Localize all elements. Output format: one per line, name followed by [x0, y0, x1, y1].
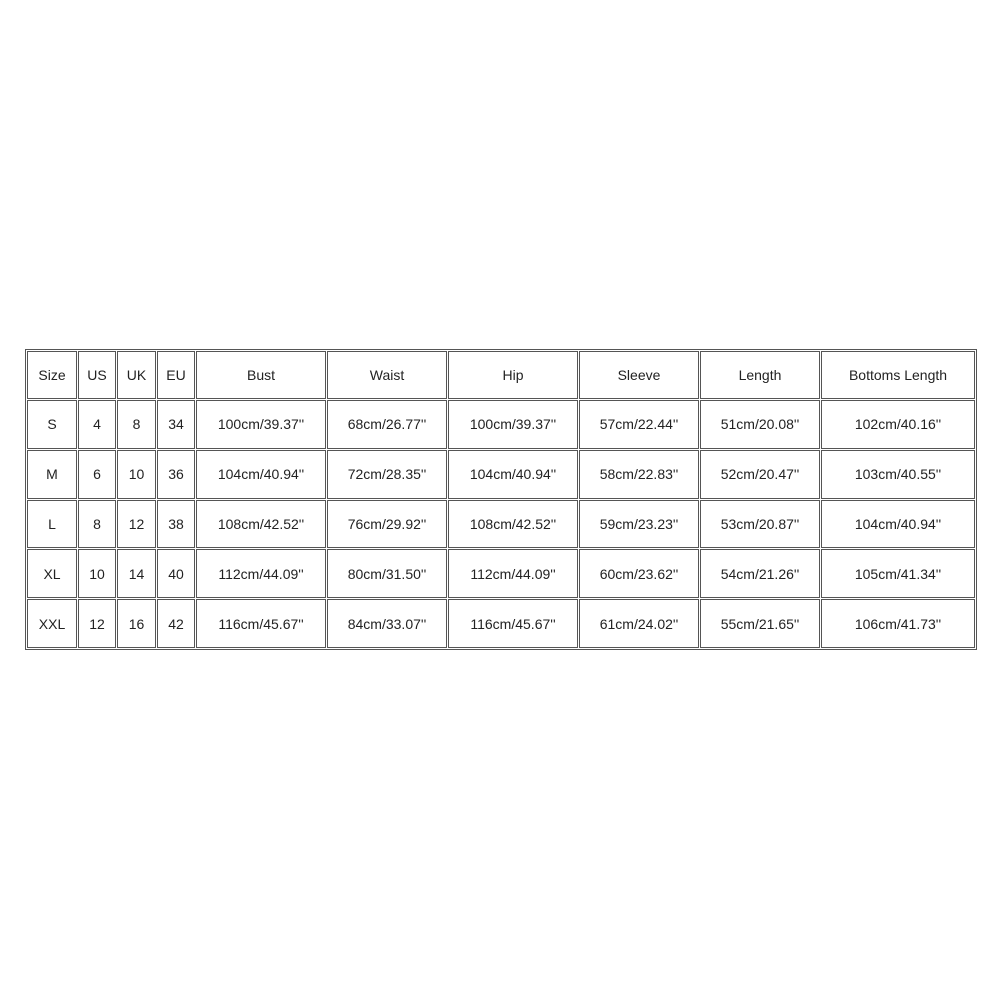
- cell-bottoms-length: 106cm/41.73'': [821, 599, 975, 648]
- cell-bust: 108cm/42.52'': [196, 500, 326, 549]
- cell-eu: 40: [157, 549, 195, 598]
- cell-bust: 112cm/44.09'': [196, 549, 326, 598]
- cell-waist: 68cm/26.77'': [327, 400, 447, 449]
- cell-uk: 14: [117, 549, 156, 598]
- cell-hip: 100cm/39.37'': [448, 400, 578, 449]
- size-chart-table: [25, 349, 977, 650]
- header-sleeve: Sleeve: [579, 351, 699, 399]
- cell-length: 51cm/20.08'': [700, 400, 820, 449]
- cell-size: XXL: [27, 599, 77, 648]
- table-row: [27, 450, 975, 499]
- cell-us: 10: [78, 549, 116, 598]
- cell-bust: 104cm/40.94'': [196, 450, 326, 499]
- cell-sleeve: 59cm/23.23'': [579, 500, 699, 549]
- cell-length: 55cm/21.65'': [700, 599, 820, 648]
- cell-size: M: [27, 450, 77, 499]
- header-row: [27, 351, 975, 399]
- cell-us: 6: [78, 450, 116, 499]
- cell-uk: 12: [117, 500, 156, 549]
- header-us: US: [78, 351, 116, 399]
- header-eu: EU: [157, 351, 195, 399]
- cell-bottoms-length: 102cm/40.16'': [821, 400, 975, 449]
- cell-us: 4: [78, 400, 116, 449]
- header-length: Length: [700, 351, 820, 399]
- header-hip: Hip: [448, 351, 578, 399]
- cell-waist: 76cm/29.92'': [327, 500, 447, 549]
- header-bottoms-length: Bottoms Length: [821, 351, 975, 399]
- cell-sleeve: 60cm/23.62'': [579, 549, 699, 598]
- cell-us: 12: [78, 599, 116, 648]
- table-row: [27, 549, 975, 598]
- cell-eu: 34: [157, 400, 195, 449]
- cell-waist: 72cm/28.35'': [327, 450, 447, 499]
- cell-sleeve: 61cm/24.02'': [579, 599, 699, 648]
- cell-hip: 112cm/44.09'': [448, 549, 578, 598]
- header-size: Size: [27, 351, 77, 399]
- header-bust: Bust: [196, 351, 326, 399]
- header-uk: UK: [117, 351, 156, 399]
- cell-sleeve: 57cm/22.44'': [579, 400, 699, 449]
- cell-eu: 42: [157, 599, 195, 648]
- cell-uk: 8: [117, 400, 156, 449]
- cell-hip: 116cm/45.67'': [448, 599, 578, 648]
- cell-bust: 100cm/39.37'': [196, 400, 326, 449]
- cell-sleeve: 58cm/22.83'': [579, 450, 699, 499]
- cell-uk: 10: [117, 450, 156, 499]
- header-waist: Waist: [327, 351, 447, 399]
- table-row: [27, 400, 975, 449]
- cell-size: L: [27, 500, 77, 549]
- cell-bottoms-length: 103cm/40.55'': [821, 450, 975, 499]
- cell-uk: 16: [117, 599, 156, 648]
- cell-hip: 108cm/42.52'': [448, 500, 578, 549]
- cell-eu: 36: [157, 450, 195, 499]
- cell-length: 53cm/20.87'': [700, 500, 820, 549]
- cell-bust: 116cm/45.67'': [196, 599, 326, 648]
- cell-hip: 104cm/40.94'': [448, 450, 578, 499]
- cell-waist: 80cm/31.50'': [327, 549, 447, 598]
- cell-eu: 38: [157, 500, 195, 549]
- cell-waist: 84cm/33.07'': [327, 599, 447, 648]
- cell-size: S: [27, 400, 77, 449]
- cell-size: XL: [27, 549, 77, 598]
- cell-us: 8: [78, 500, 116, 549]
- cell-length: 52cm/20.47'': [700, 450, 820, 499]
- cell-length: 54cm/21.26'': [700, 549, 820, 598]
- cell-bottoms-length: 105cm/41.34'': [821, 549, 975, 598]
- table-row: [27, 599, 975, 648]
- table-row: [27, 500, 975, 549]
- cell-bottoms-length: 104cm/40.94'': [821, 500, 975, 549]
